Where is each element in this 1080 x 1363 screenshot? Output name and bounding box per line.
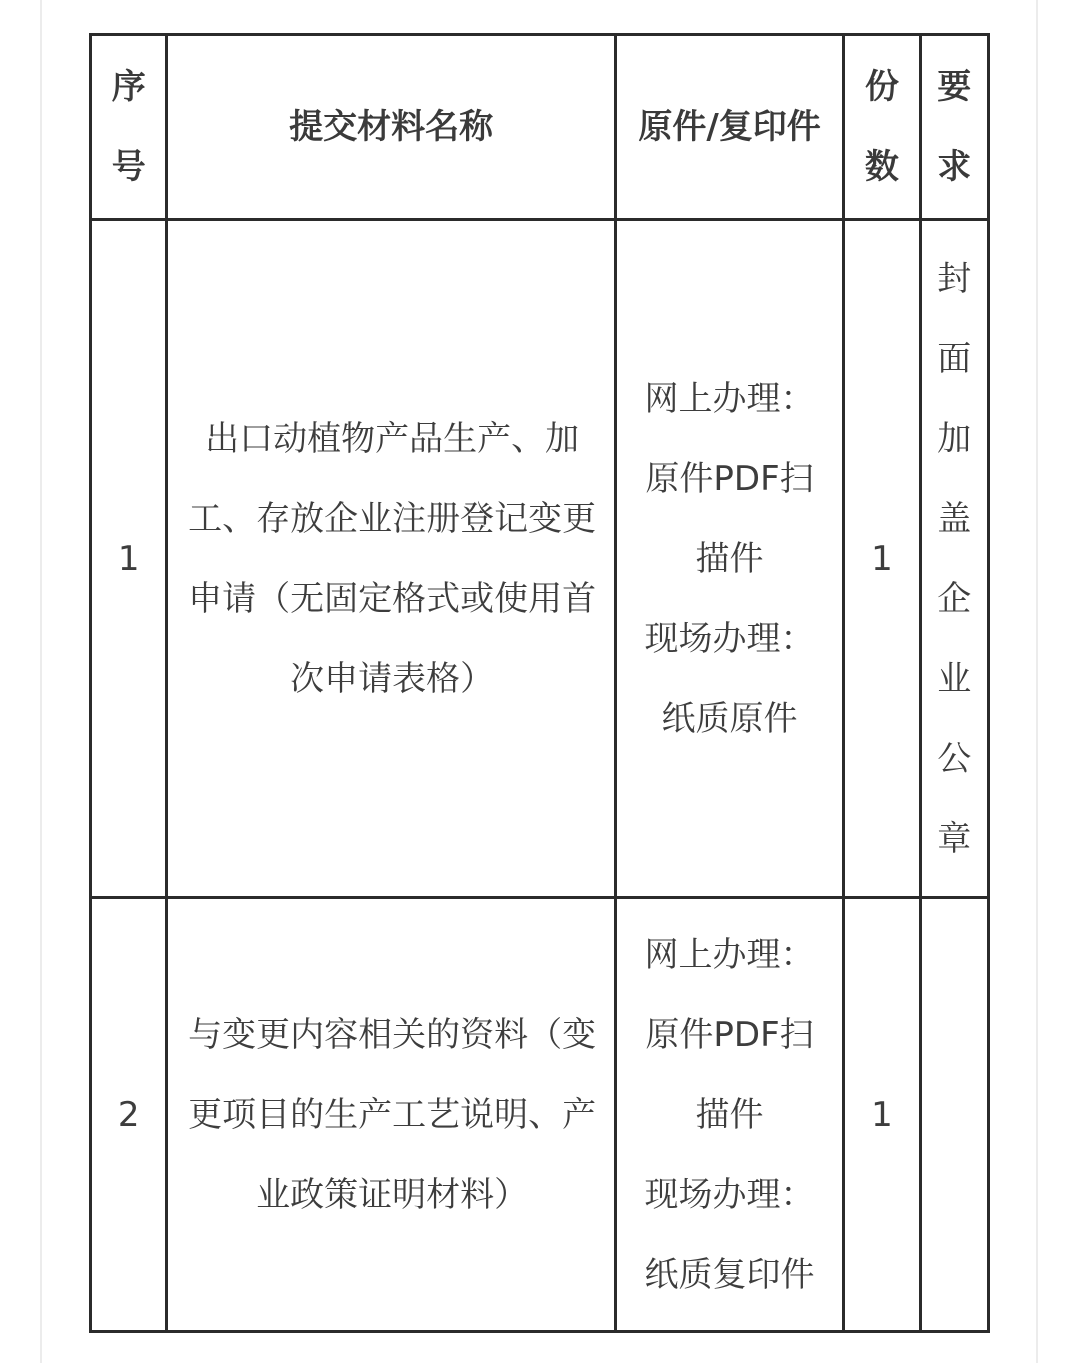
cell-requirement: 封面加盖企业公章 [920, 220, 988, 898]
cell-type: 网上办理： 原件PDF扫 描件 现场办理： 纸质复印件 [615, 898, 843, 1332]
table-row [91, 220, 989, 898]
page-edge-right [1036, 0, 1038, 1363]
table-header-row [91, 35, 989, 220]
header-name: 提交材料名称 [167, 35, 615, 220]
page-edge-left [40, 0, 42, 1363]
cell-count: 1 [844, 898, 920, 1332]
cell-name: 与变更内容相关的资料（变更项目的生产工艺说明、产业政策证明材料） [167, 898, 615, 1332]
cell-requirement [920, 898, 988, 1332]
header-count: 份数 [844, 35, 920, 220]
cell-type: 网上办理： 原件PDF扫 描件 现场办理： 纸质原件 [615, 220, 843, 898]
header-type: 原件/复印件 [615, 35, 843, 220]
cell-seq: 1 [91, 220, 167, 898]
table-row [91, 898, 989, 1332]
cell-count: 1 [844, 220, 920, 898]
materials-table [89, 33, 990, 1333]
cell-name: 出口动植物产品生产、加工、存放企业注册登记变更申请（无固定格式或使用首次申请表格） [167, 220, 615, 898]
cell-seq: 2 [91, 898, 167, 1332]
header-requirement: 要求 [920, 35, 988, 220]
header-seq: 序号 [91, 35, 167, 220]
